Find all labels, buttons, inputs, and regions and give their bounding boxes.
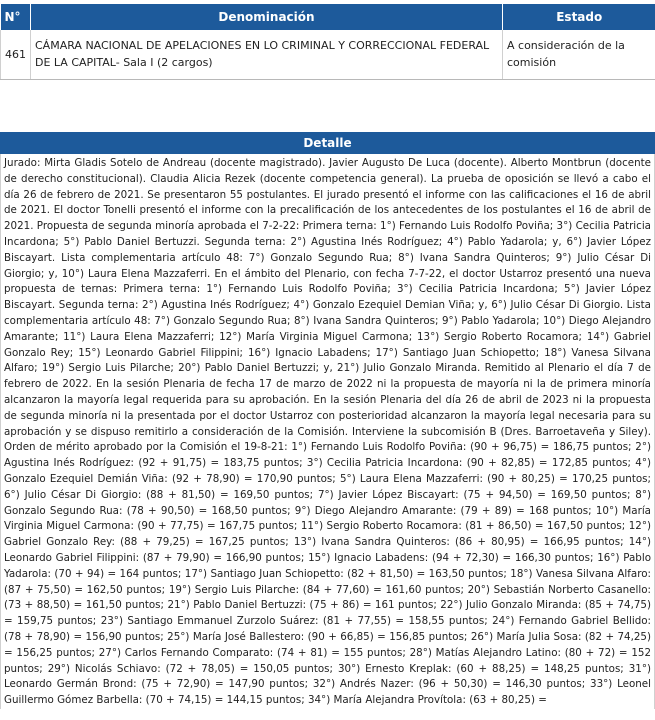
row-numero: 461: [1, 30, 31, 80]
row-estado: A consideración de la comisión: [503, 30, 655, 80]
table-row: [1, 30, 655, 80]
detalle-panel: [0, 132, 655, 720]
table-header-row: [1, 4, 655, 30]
column-header-estado: Estado: [503, 4, 655, 30]
detalle-title: Detalle: [0, 132, 655, 154]
column-header-denominacion: Denominación: [31, 4, 503, 30]
column-header-numero: N°: [1, 4, 31, 30]
detalle-text: Jurado: Mirta Gladis Sotelo de Andreau (docente magistrado). Javier Augusto De Luca (docente). Alberto Montbrun (docente de derecho constitucional). Claudia Alicia Rezek (docente competencia general). La prueba de oposición se llevó a cabo el día 26 de febrero de 2021. Se presentaron 55 postulantes. El jurado presentó el informe con las calificaciones el 16 de abril de 2021. El doctor Tonelli presentó el informe con la precalificación de los antecedentes de los postulantes el 16 de abril de 2021. Propuesta de segunda minoría aprobada el 7-2-22: Primera terna: 1°) Fernando Luis Rodolfo Poviña; 3°) Cecilia Patricia Incardona; 5°) Pablo Daniel Bertuzzi. Segunda terna: 2°) Agustina Inés Rodríguez; 4°) Pablo Yadarola; y, 6°) Javier López Biscayart. Lista complementaria artículo 48: 7°) Gonzalo Segundo Rua; 8°) Ivana Sandra Quinteros; 9°) Julio César Di Giorgio; y, 10°) Laura Elena Mazzaferri. En el ámbito del Plenario, con fecha 7-7-22, el doctor Ustarroz presentó una nueva propuesta de ternas: Primera terna: 1°) Fernando Luis Rodolfo Poviña; 3°) Cecilia Patricia Incardona; 5°) Javier López Biscayart. Segunda terna: 2°) Agustina Inés Rodríguez; 4°) Gonzalo Ezequiel Demian Viña; y, 6°) Julio César Di Giorgio. Lista complementaria artículo 48: 7°) Gonzalo Segundo Rua; 8°) Ivana Sandra Quinteros; 9°) Pablo Yadarola; 10°) Diego Alejandro Amarante; 11°) Laura Elena Mazzaferri; 12°) María Virginia Miguel Carmona; 13°) Sergio Roberto Rocamora; 14°) Gabriel Gonzalo Rey; 15°) Leonardo Gabriel Filippini; 16°) Ignacio Labadens; 17°) Santiago Juan Schiopetto; 18°) Vanesa Silvana Alfaro; 19°) Sergio Luis Pilarche; 20°) Pablo Daniel Bertuzzi; y, 21°) Julio Gonzalo Miranda. Remitido al Plenario el día 7 de febrero de 2022. En la sesión Plenaria de fecha 17 de marzo de 2022 ni la propuesta de mayoría ni la de primera minoría alcanzaron la mayoría legal requerida para su aprobación. En la sesión Plenaria del día 26 de abril de 2023 ni la propuesta de segunda minoría ni la presentada por el doctor Ustarroz con posterioridad alcanzaron la mayoría legal necesaria para su aprobación y se dispuso remitirlo a consideración de la Comisión. Interviene la subcomisión B (Dres. Barroetaveña y Siley). Orden de mérito aprobado por la Comisión el 19-8-21: 1°) Fernando Luis Rodolfo Poviña: (90 + 96,75) = 186,75 puntos; 2°) Agustina Inés Rodríguez: (92 + 91,75) = 183,75 puntos; 3°) Cecilia Patricia Incardona: (90 + 82,85) = 172,85 puntos; 4°) Gonzalo Ezequiel Demián Viña: (92 + 78,90) = 170,90 puntos; 5°) Laura Elena Mazzaferri: (90 + 80,25) = 170,25 puntos; 6°) Julio César Di Giorgio: (88 + 81,50) = 169,50 puntos; 7°) Javier López Biscayart: (75 + 94,50) = 169,50 puntos; 8°) Gonzalo Segundo Rua: (78 + 90,50) = 168,50 puntos; 9°) Diego Alejandro Amarante: (79 + 89) = 168 puntos; 10°) María Virginia Miguel Carmona: (90 + 77,75) = 167,75 puntos; 11°) Sergio Roberto Rocamora: (81 + 86,50) = 167,50 puntos; 12°) Gabriel Gonzalo Rey: (88 + 79,25) = 167,25 puntos; 13°) Ivana Sandra Quinteros: (86 + 80,95) = 166,95 puntos; 14°) Leonardo Gabriel Filippini: (87 + 79,90) = 166,90 puntos; 15°) Ignacio Labadens: (94 + 72,30) = 166,30 puntos; 16°) Pablo Yadarola: (70 + 94) = 164 puntos; 17°) Santiago Juan Schiopetto: (82 + 81,50) = 163,50 puntos; 18°) Vanesa Silvana Alfaro: (87 + 75,50) = 162,50 puntos; 19°) Sergio Luis Pilarche: (84 + 77,60) = 161,60 puntos; 20°) Sebastián Norberto Casanello: (73 + 88,50) = 161,50 puntos; 21°) Pablo Daniel Bertuzzi: (75 + 86) = 161 puntos; 22°) Julio Gonzalo Miranda: (85 + 74,75) = 159,75 puntos; 23°) Santiago Emmanuel Zurzolo Suárez: (81 + 77,55) = 158,55 puntos; 24°) Fernando Gabriel Bellido: (78 + 78,90) = 156,90 puntos; 25°) María José Ballestero: (90 + 66,85) = 156,85 puntos; 26°) María Julia Sosa: (82 + 74,25) = 156,25 puntos; 27°) Carlos Fernando Comparato: (74 + 81) = 155 puntos; 28°) Matías Alejandro Latino: (80 + 72) = 152 puntos; 29°) Nicolás Schiavo: (72 + 78,05) = 150,05 puntos; 30°) Ernesto Kreplak: (60 + 88,25) = 148,25 puntos; 31°) Leonardo Germán Brond: (75 + 72,90) = 147,90 puntos; 32°) Andrés Nazer: (96 + 50,30) = 146,30 puntos; 33°) Leonel Guillermo Gómez Barbella: (70 + 74,15) = 144,15 puntos; 34°) María Alejandra Provítola: (63 + 80,25) =: [0, 154, 655, 709]
concursos-table: [0, 4, 655, 80]
row-denominacion: CÁMARA NACIONAL DE APELACIONES EN LO CRIMINAL Y CORRECCIONAL FEDERAL DE LA CAPITAL- Sala I (2 cargos): [31, 30, 503, 80]
